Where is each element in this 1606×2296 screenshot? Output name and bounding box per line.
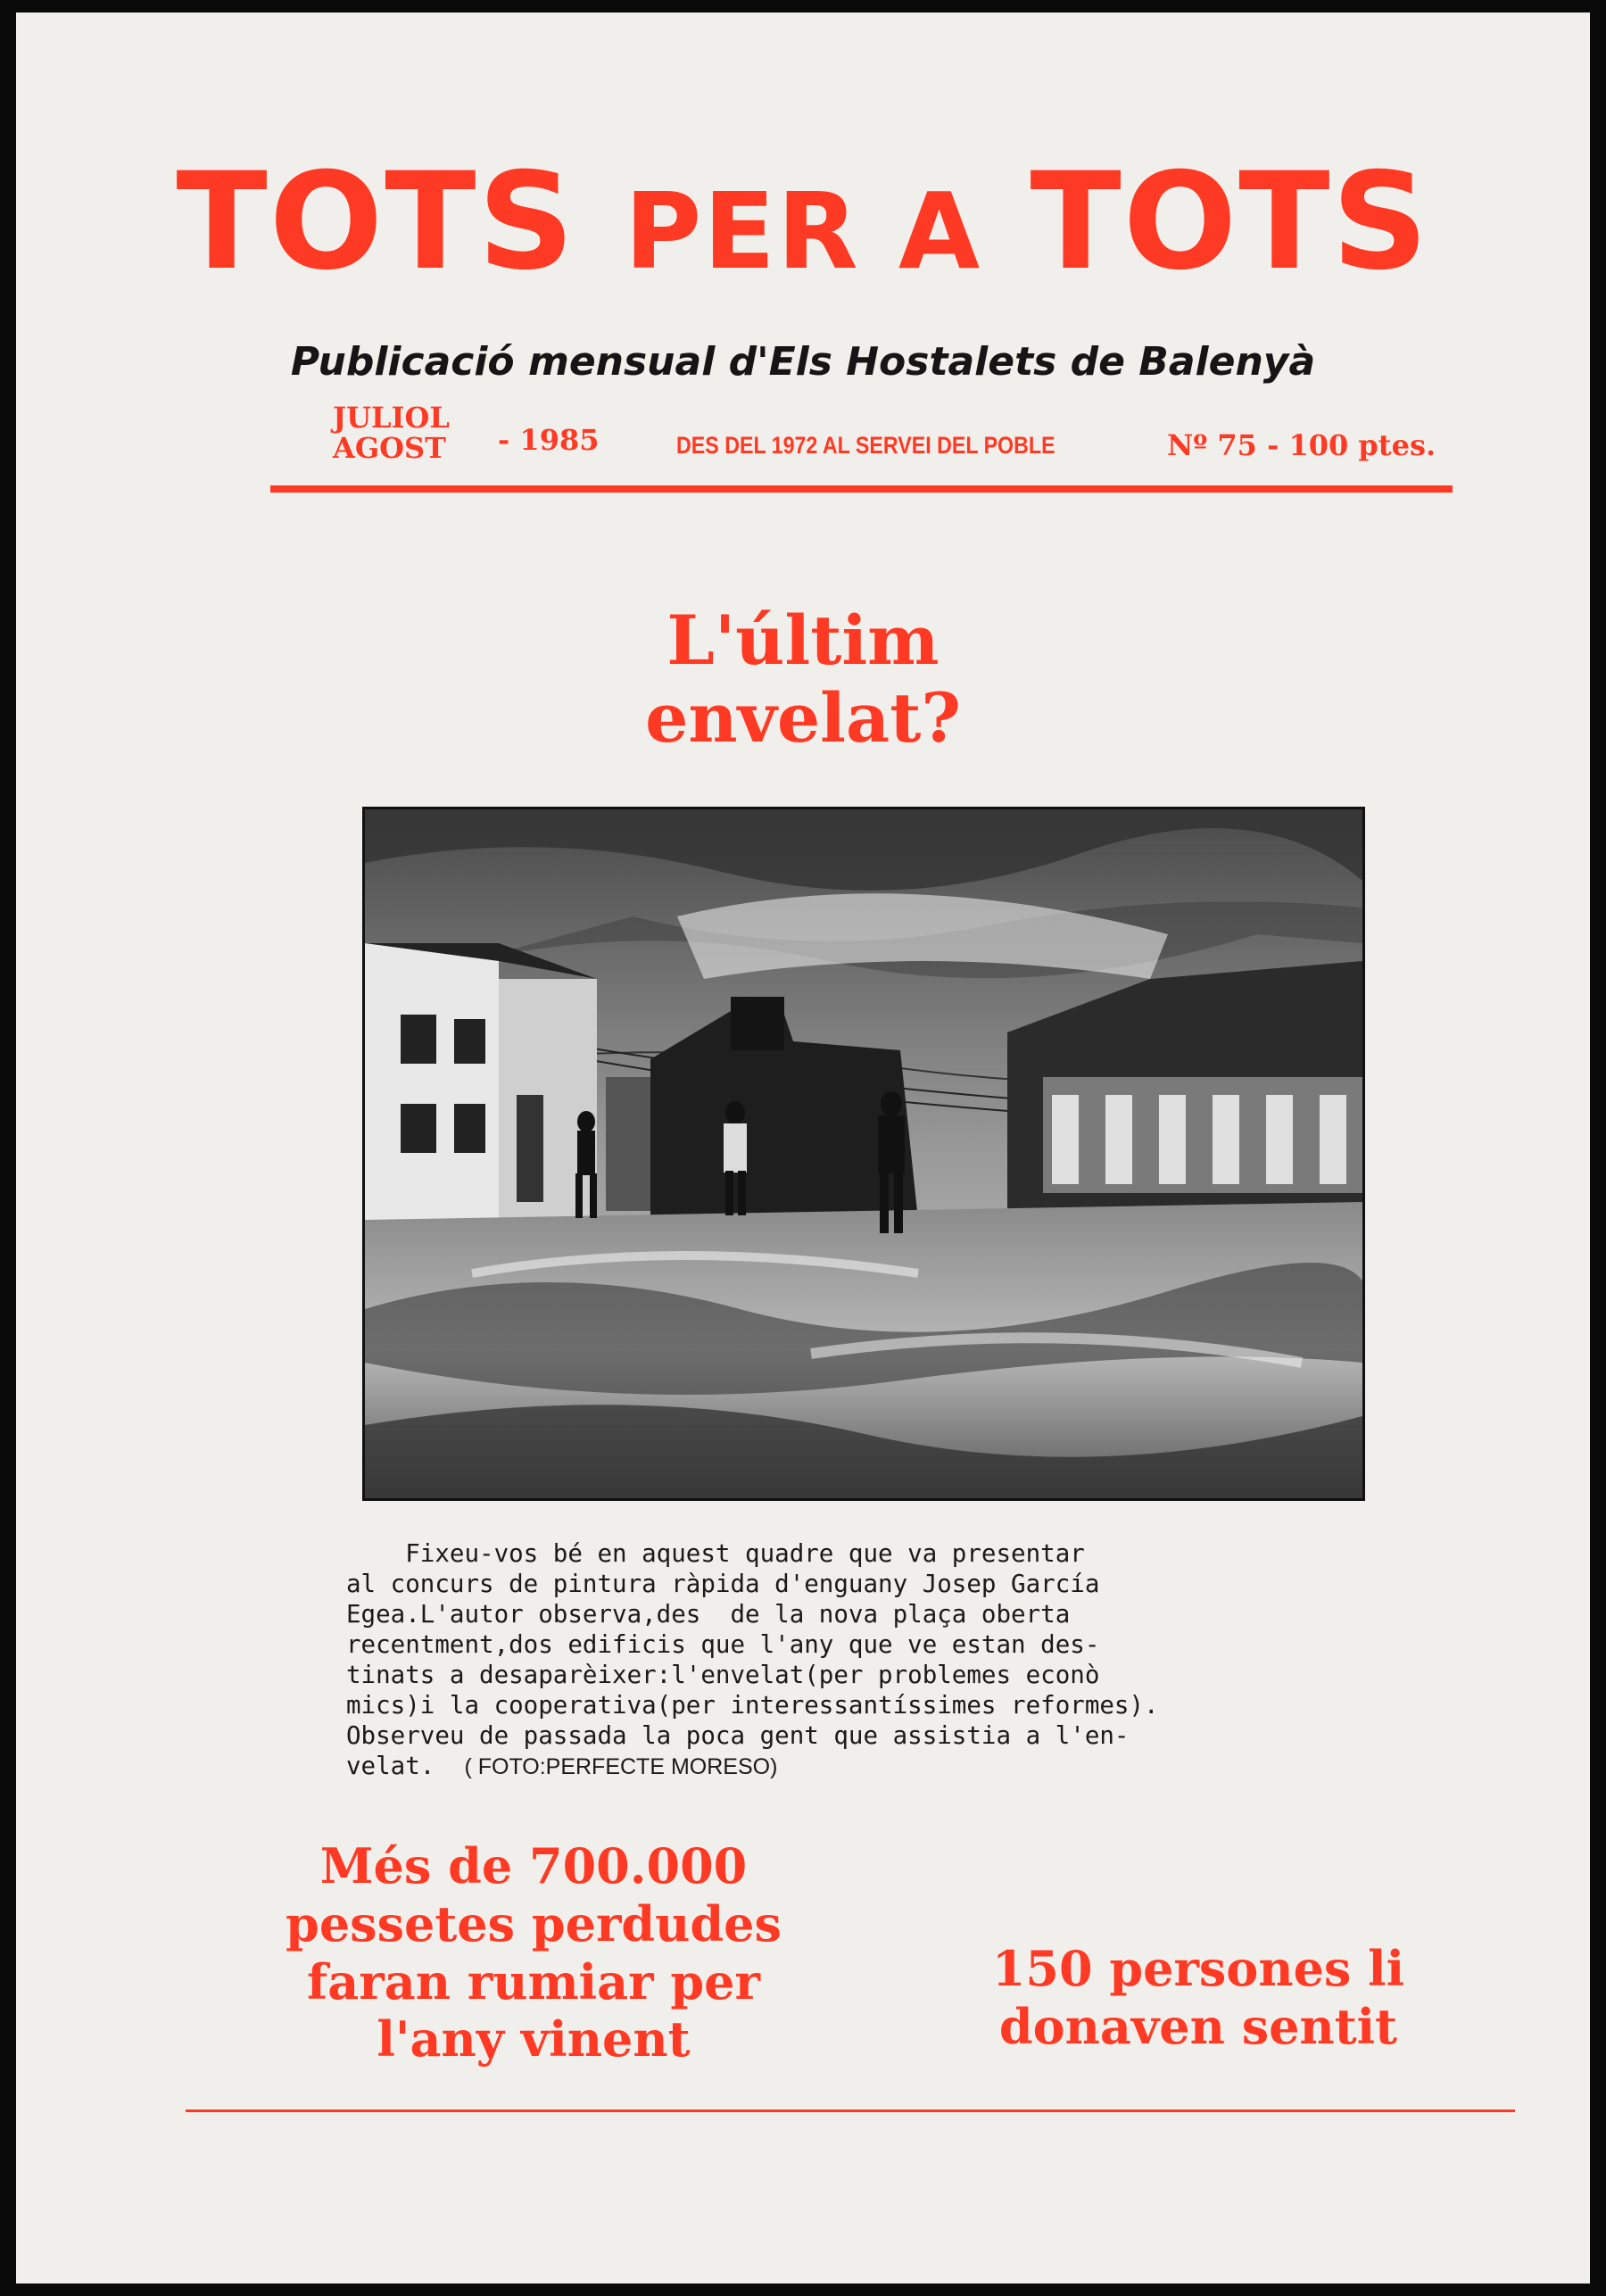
caption-line: Egea.L'autor observa,des de la nova plaça oberta xyxy=(346,1600,1071,1629)
caption-line: velat. xyxy=(346,1752,465,1780)
story-right-line-1: 150 persones li xyxy=(991,1940,1405,1997)
issue-month-1: JULIOL xyxy=(333,401,450,435)
painting-illustration xyxy=(365,809,1362,1498)
header-divider xyxy=(270,485,1453,493)
issue-months xyxy=(333,403,450,463)
masthead-part2: PER A xyxy=(624,170,982,293)
issue-tagline: DES DEL 1972 AL SERVEI DEL POBLE xyxy=(676,432,1055,459)
caption-line: tinats a desaparèixer:l'envelat(per problemes econò xyxy=(346,1661,1100,1689)
caption-line: mics)i la cooperativa(per interessantíssimes reformes). xyxy=(346,1691,1159,1720)
story-right-line-2: donaven sentit xyxy=(998,1997,1398,2055)
caption-last-line xyxy=(346,1751,1363,1782)
caption-line: recentment,dos edificis que l'any que ve estan des- xyxy=(346,1630,1100,1659)
story-left-line-2: pessetes perdudes xyxy=(286,1894,782,1952)
masthead-title xyxy=(16,145,1590,300)
issue-number-price: Nº 75 - 100 ptes. xyxy=(1167,428,1436,462)
story-left-line-1: Més de 700.000 xyxy=(319,1837,748,1894)
masthead-part3: TOTS xyxy=(1030,145,1430,300)
footer-divider xyxy=(186,2110,1515,2112)
story-left-line-3: faran rumiar per xyxy=(307,1952,760,2010)
story-headline-left xyxy=(195,1837,873,2068)
headline-line-1: L'últim xyxy=(666,601,940,680)
issue-month-2: AGOST xyxy=(333,430,446,465)
masthead-subtitle: Publicació mensual d'Els Hostalets de Balenyà xyxy=(290,339,1316,385)
headline-line-2: envelat? xyxy=(645,678,961,758)
painting-caption xyxy=(346,1538,1363,1782)
story-headline-right xyxy=(908,1940,1488,2056)
issue-year: - 1985 xyxy=(498,423,600,457)
photo-credit: ( FOTO:PERFECTE MORESO) xyxy=(464,1754,778,1779)
caption-line: Fixeu-vos bé en aquest quadre que va presentar xyxy=(346,1539,1085,1568)
caption-line: al concurs de pintura ràpida d'enguany Josep García xyxy=(346,1570,1100,1598)
main-headline xyxy=(16,601,1590,758)
masthead-part1: TOTS xyxy=(176,145,576,300)
cover-painting xyxy=(362,807,1365,1501)
story-left-line-4: l'any vinent xyxy=(377,2010,691,2068)
magazine-cover xyxy=(16,12,1590,2284)
caption-line: Observeu de passada la poca gent que assistia a l'en- xyxy=(346,1721,1130,1750)
